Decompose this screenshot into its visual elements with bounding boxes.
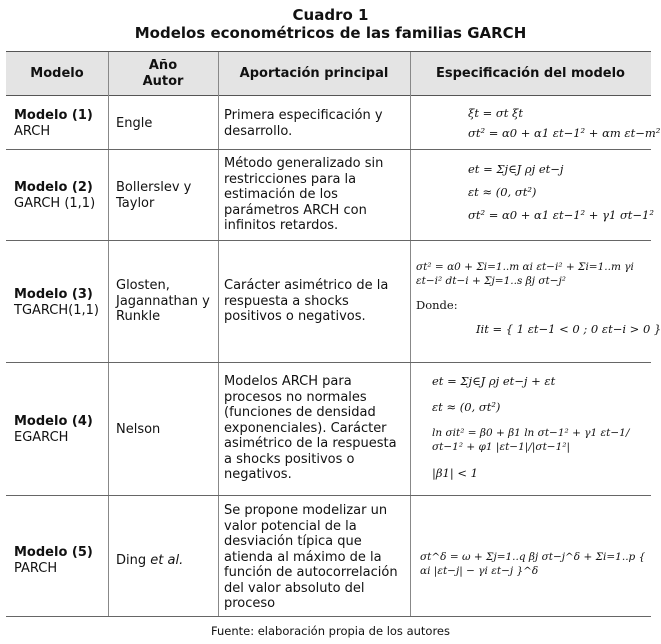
formula-line: σt^δ = ω + Σj=1..q βj σt−j^δ + Σi=1..p { αi |εt−j| − γi εt−j }^δ [420, 551, 646, 577]
table-row-3-author: Glosten, Jagannathan y Runkle [116, 278, 210, 324]
table-row-2-contribution: Método generalizado sin restricciones para la estimación de los parámetros ARCH con infinitos retardos. [224, 156, 384, 233]
table-header [6, 51, 651, 96]
formula-line: et = Σj∈J ρj et−j [468, 162, 564, 176]
formula-line: εt ≈ (0, σt²) [432, 400, 501, 414]
table-caption: Cuadro 1 [292, 6, 369, 24]
formula-line: Iit = { 1 εt−1 < 0 ; 0 εt−i > 0 } [476, 322, 661, 336]
col-divider [108, 52, 109, 616]
table-row-5-contribution: Se propone modelizar un valor potencial de la desviación típica que atienda al máximo de la función de autocorrelación del valor absoluto del proceso [224, 503, 398, 611]
formula-line: |β1| < 1 [432, 466, 478, 480]
author-name: Ding [116, 553, 147, 568]
model-type: TGARCH(1,1) [14, 302, 99, 318]
formula-line: ln σit² = β0 + β1 ln σt−1² + γ1 εt−1/σt−1² + φ1 |εt−1|/|σt−1²| [432, 427, 630, 453]
table-row-1-formula [468, 106, 660, 140]
model-name: Modelo (2) [14, 180, 93, 195]
table-row-5-model [14, 545, 106, 576]
table-row-3-model [14, 287, 106, 318]
formula-line: εt ≈ (0, σt²) [468, 185, 537, 199]
model-name: Modelo (1) [14, 108, 93, 123]
table-title: Modelos econométricos de las familias GARCH [134, 24, 527, 42]
table-row-4-formula [432, 374, 648, 480]
table-source: Fuente: elaboración propia de los autores [210, 624, 451, 638]
header-especificacion: Especificación del modelo [436, 65, 625, 81]
row-divider [6, 616, 651, 617]
formula-line: σt² = α0 + α1 εt−1² + γ1 σt−1² [468, 208, 654, 222]
formula-line: et = Σj∈J ρj et−j + εt [432, 374, 556, 388]
header-anio: Año [148, 57, 178, 73]
table-row-4-author: Nelson [116, 422, 161, 437]
header-modelo: Modelo [30, 65, 84, 81]
table-row-4-model [14, 414, 106, 445]
model-type: EGARCH [14, 429, 69, 445]
table-row-3-contribution: Carácter asimétrico de la respuesta a shocks positivos o negativos. [224, 278, 389, 324]
header-aportacion: Aportación principal [239, 65, 389, 81]
table-row-1-author: Engle [116, 116, 153, 131]
row-divider [6, 149, 651, 150]
formula-line: Donde: [416, 298, 458, 312]
header-anio-autor [108, 52, 218, 95]
model-name: Modelo (4) [14, 414, 93, 429]
table-row-5-formula [420, 550, 648, 578]
row-divider [6, 240, 651, 241]
formula-line: σt² = α0 + α1 εt−1² + αm εt−m² [468, 126, 661, 140]
col-divider [410, 52, 411, 616]
formula-line: ξt = σt ξt [468, 106, 523, 120]
table-row-4-contribution: Modelos ARCH para procesos no normales (funciones de densidad exponenciales). Carácter asimétrico de la respuesta a shocks positivos o negativos. [224, 374, 397, 482]
model-type: GARCH (1,1) [14, 195, 96, 211]
author-etal: et al. [150, 553, 184, 568]
header-autor: Autor [142, 73, 184, 89]
table-row-2-formula [468, 162, 654, 222]
table-row-1-contribution: Primera especificación y desarrollo. [224, 108, 383, 139]
table-row-1-model [14, 108, 106, 139]
row-divider [6, 362, 651, 363]
row-divider [6, 495, 651, 496]
table-row-5-author [116, 553, 212, 569]
table-row-2-model [14, 180, 106, 211]
col-divider [218, 52, 219, 616]
formula-line: σt² = α0 + Σi=1..m αi εt−i² + Σi=1..m γi εt−i² dt−i + Σj=1..s βj σt−j² [416, 261, 634, 287]
table-row-3-formula [416, 260, 661, 336]
table-row-2-author: Bollerslev y Taylor [116, 180, 192, 211]
model-type: PARCH [14, 560, 58, 576]
model-type: ARCH [14, 123, 51, 139]
model-name: Modelo (5) [14, 545, 93, 560]
model-name: Modelo (3) [14, 287, 93, 302]
